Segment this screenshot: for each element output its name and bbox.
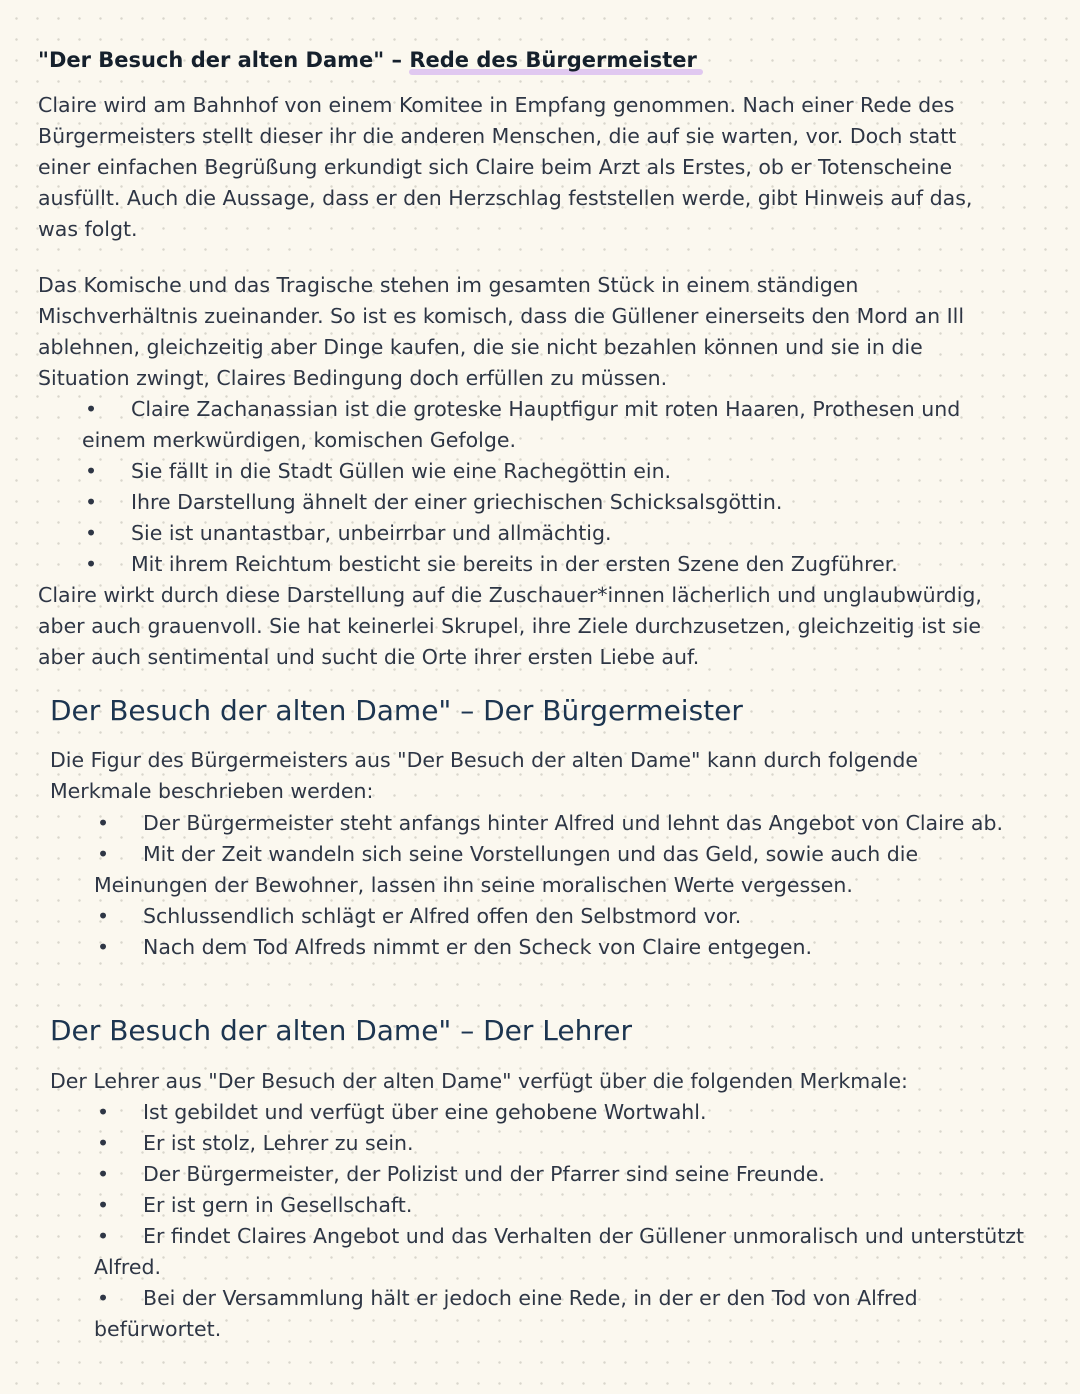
bullet-icon: • [85,397,98,421]
list-item-text: Mit der Zeit wandeln sich seine Vorstellungen und das Geld, sowie auch die [143,842,919,866]
section-title-rede [38,48,697,72]
bullet-icon: • [97,1100,110,1124]
text-line: was folgt. [38,217,138,241]
text-line: Die Figur des Bürgermeisters aus "Der Besuch der alten Dame" kann durch folgende [50,748,918,772]
text-line: Claire wird am Bahnhof von einem Komitee in Empfang genommen. Nach einer Rede des [38,93,955,117]
list-item-continuation: Alfred. [94,1255,162,1279]
paragraph-komisch-tragisch [38,270,964,394]
list-item [97,839,919,870]
bullet-icon: • [85,552,98,576]
list-item-text: Claire Zachanassian ist die groteske Hauptfigur mit roten Haaren, Prothesen und [131,397,961,421]
list-item-text: Mit ihrem Reichtum besticht sie bereits in der ersten Szene den Zugführer. [131,552,898,576]
list-item [97,808,1003,839]
paragraph-wirkung [38,580,982,673]
title-prefix: "Der Besuch der alten Dame" – [38,48,410,72]
list-item-text: Sie ist unantastbar, unbeirrbar und allmächtig. [131,521,612,545]
list-item [85,518,612,549]
bullet-icon: • [85,490,98,514]
list-item-text: Sie fällt in die Stadt Güllen wie eine Rachegöttin ein. [131,459,672,483]
heading-lehrer: Der Besuch der alten Dame" – Der Lehrer [50,1014,633,1047]
bullet-icon: • [85,521,98,545]
list-item-text: Bei der Versammlung hält er jedoch eine Rede, in der er den Tod von Alfred [143,1286,918,1310]
list-item-continuation: einem merkwürdigen, komischen Gefolge. [82,428,516,452]
paragraph-lehrer-intro [50,1066,908,1097]
list-item [85,394,961,425]
list-item [97,1283,918,1314]
bullet-icon: • [85,459,98,483]
paragraph-buergermeister-intro [50,745,918,807]
list-item-text: Der Bürgermeister, der Polizist und der Pfarrer sind seine Freunde. [143,1162,825,1186]
bullet-icon: • [97,935,110,959]
list-item-text: Er findet Claires Angebot und das Verhalten der Güllener unmoralisch und unterstützt [143,1224,1025,1248]
list-item [97,1159,825,1190]
list-item [85,487,783,518]
text-line: einer einfachen Begrüßung erkundigt sich Claire beim Arzt als Erstes, ob er Totenscheine [38,155,953,179]
list-item [97,1097,707,1128]
list-item [97,1190,413,1221]
text-line: Der Lehrer aus "Der Besuch der alten Dame" verfügt über die folgenden Merkmale: [50,1069,908,1093]
text-line: Merkmale beschrieben werden: [50,779,374,803]
bullet-icon: • [97,1162,110,1186]
list-item [97,901,742,932]
text-line: aber auch grauenvoll. Sie hat keinerlei Skrupel, ihre Ziele durchzusetzen, gleichzeitig ist sie [38,614,981,638]
text-line: Claire wirkt durch diese Darstellung auf die Zuschauer*innen lächerlich und unglaubwürdig, [38,583,982,607]
list-item-text: Schlussendlich schlägt er Alfred offen den Selbstmord vor. [143,904,742,928]
bullet-icon: • [97,811,110,835]
list-item [97,1128,414,1159]
list-item-text: Er ist stolz, Lehrer zu sein. [143,1131,414,1155]
list-item-text: Der Bürgermeister steht anfangs hinter Alfred und lehnt das Angebot von Claire ab. [143,811,1003,835]
list-item-continuation: befürwortet. [94,1317,222,1341]
bullet-icon: • [97,1286,110,1310]
bullet-icon: • [97,904,110,928]
bullet-icon: • [97,1131,110,1155]
list-item-text: Ist gebildet und verfügt über eine gehobene Wortwahl. [143,1100,707,1124]
list-item [85,456,672,487]
list-item-continuation: Meinungen der Bewohner, lassen ihn seine moralischen Werte vergessen. [94,873,853,897]
bullet-icon: • [97,842,110,866]
list-item-text: Ihre Darstellung ähnelt der einer griechischen Schicksalsgöttin. [131,490,783,514]
text-line: Situation zwingt, Claires Bedingung doch erfüllen zu müssen. [38,366,668,390]
list-item [85,549,898,580]
text-line: aber auch sentimental und sucht die Orte ihrer ersten Liebe auf. [38,645,700,669]
bullet-icon: • [97,1224,110,1248]
list-item-text: Er ist gern in Gesellschaft. [143,1193,413,1217]
text-line: Das Komische und das Tragische stehen im gesamten Stück in einem ständigen [38,273,859,297]
title-highlight: Rede des Bürgermeister [409,48,697,72]
list-item [97,932,813,963]
text-line: Bürgermeisters stellt dieser ihr die anderen Menschen, die auf sie warten, vor. Doch statt [38,124,957,148]
paragraph-arrival [38,90,972,245]
text-line: ablehnen, gleichzeitig aber Dinge kaufen, die sie nicht bezahlen können und sie in die [38,335,923,359]
text-line: Mischverhältnis zueinander. So ist es komisch, dass die Güllener einerseits den Mord an Ill [38,304,965,328]
text-line: ausfüllt. Auch die Aussage, dass er den Herzschlag feststellen werde, gibt Hinweis auf das, [38,186,973,210]
bullet-icon: • [97,1193,110,1217]
list-item-text: Nach dem Tod Alfreds nimmt er den Scheck von Claire entgegen. [143,935,813,959]
heading-buergermeister: Der Besuch der alten Dame" – Der Bürgermeister [50,694,743,727]
list-item [97,1221,1025,1252]
